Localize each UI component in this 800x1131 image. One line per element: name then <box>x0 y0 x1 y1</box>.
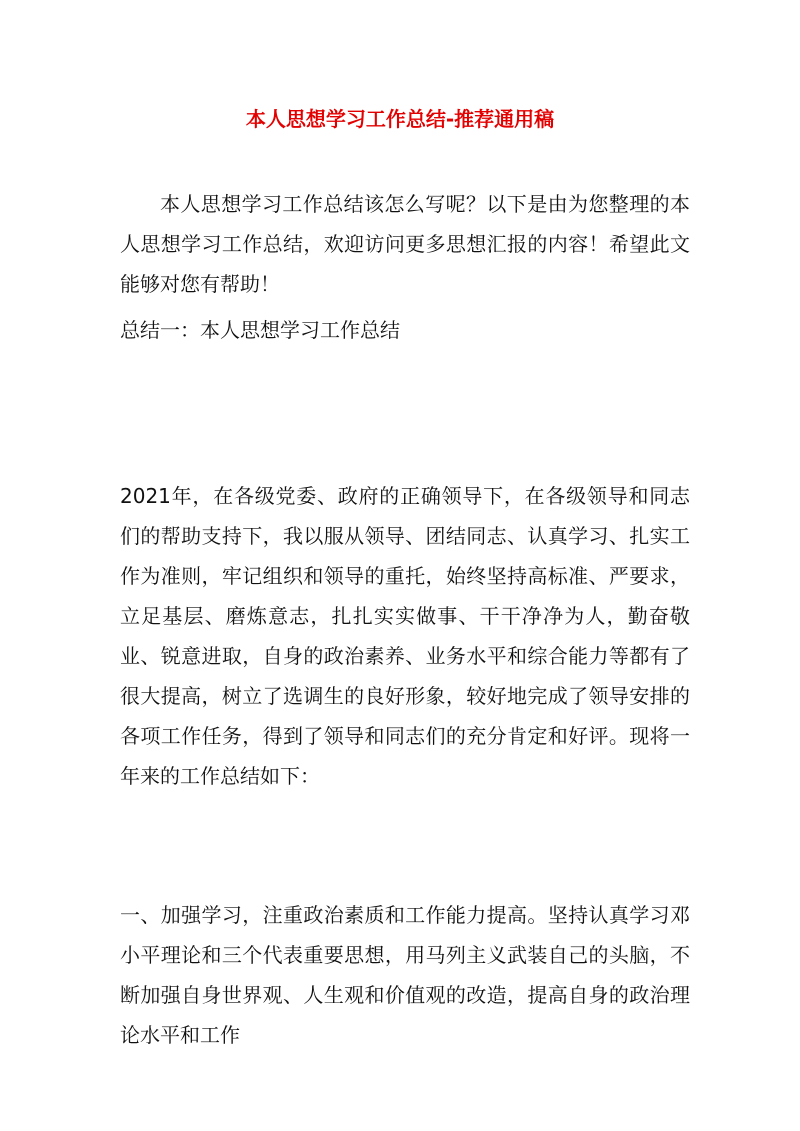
section-heading: 总结一：本人思想学习工作总结 <box>120 318 400 342</box>
body-paragraph-2: 一、加强学习，注重政治素质和工作能力提高。坚持认真学习邓小平理论和三个代表重要思想，用马列主义武装自己的头脑，不断加强自身世界观、人生观和价值观的改造，提高自身的政治理论水平和工作 <box>120 903 690 1047</box>
document-title: 本人思想学习工作总结-推荐通用稿 <box>245 107 555 131</box>
intro-paragraph: 本人思想学习工作总结该怎么写呢？以下是由为您整理的本人思想学习工作总结，欢迎访问更多思想汇报的内容！希望此文能够对您有帮助！ <box>120 192 690 296</box>
body-paragraph-1: 2021年，在各级党委、政府的正确领导下，在各级领导和同志们的帮助支持下，我以服从领导、团结同志、认真学习、扎实工作为准则，牢记组织和领导的重托，始终坚持高标准、严要求，立足基层、磨炼意志，扎扎实实做事、干干净净为人，勤奋敬业、锐意进取，自身的政治素养、业务水平和综合能力等都有了很大提高，树立了选调生的良好形象，较好地完成了领导安排的各项工作任务，得到了领导和同志们的充分肯定和好评。现将一年来的工作总结如下： <box>120 484 690 788</box>
